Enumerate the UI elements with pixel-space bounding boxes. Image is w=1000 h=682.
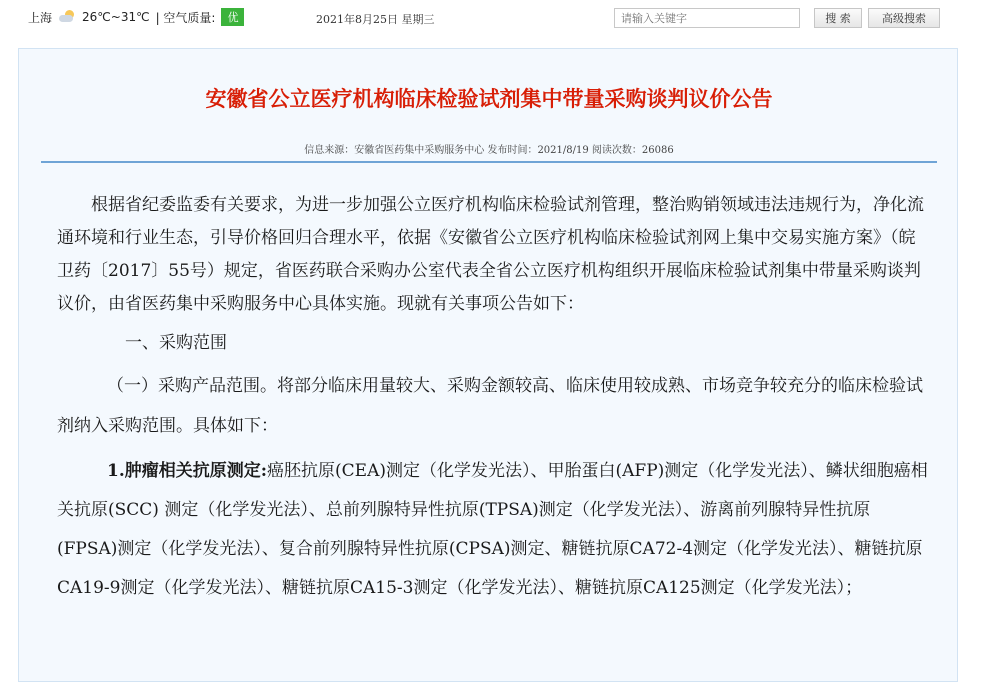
paragraph-lead: 1.肿瘤相关抗原测定: (107, 461, 268, 481)
paragraph-intro: 根据省纪委监委有关要求，为进一步加强公立医疗机构临床检验试剂管理，整治购销领域违法违规行为，净化流通环境和行业生态，引导价格回归合理水平，依据《安徽省公立医疗机构临床检验试剂网上集中交易实施方案》（皖卫药〔2017〕55号）规定，省医药联合采购办公室代表全省公立医疗机构组织开展临床检验试剂集中带量采购谈判议价，由省医药集中采购服务中心具体实施。现就有关事项公告如下： (57, 195, 924, 314)
partly-cloudy-icon (58, 10, 76, 24)
current-date: 2021年8月25日 星期三 (316, 13, 435, 26)
temperature-range: 26℃~31℃ (82, 10, 150, 24)
advanced-search-button[interactable]: 高级搜索 (868, 8, 940, 28)
section-heading-scope: 一、采购范围 (125, 333, 227, 353)
article-body (57, 189, 929, 608)
article-panel (18, 48, 958, 682)
air-quality-label: | 空气质量: (155, 10, 216, 25)
article-title: 安徽省公立医疗机构临床检验试剂集中带量采购谈判议价公告 (205, 86, 773, 111)
paragraph-tumor-antigens (57, 452, 929, 608)
paragraph-body: 癌胚抗原(CEA)测定（化学发光法）、甲胎蛋白(AFP)测定（化学发光法）、鳞状细胞癌相关抗原(SCC) 测定（化学发光法）、总前列腺特异性抗原(TPSA)测定（化学发光法）、游离前列腺特异性抗原(FPSA)测定（化学发光法）、复合前列腺特异性抗原(CPSA)测定、糖链抗原CA72-4测定（化学发光法）、糖链抗原CA19-9测定（化学发光法）、糖链抗原CA15-3测定（化学发光法）、糖链抗原CA125测定（化学发光法）； (57, 461, 928, 598)
weather-widget (28, 8, 244, 26)
top-bar (0, 0, 1000, 36)
city-label: 上海 (28, 10, 53, 25)
article-meta: 信息来源：安徽省医药集中采购服务中心 发布时间：2021/8/19 阅读次数：26086 (304, 145, 674, 156)
title-divider (41, 161, 937, 163)
search-input[interactable] (614, 8, 800, 28)
search-button[interactable]: 搜 索 (814, 8, 862, 28)
air-quality-badge: 优 (221, 8, 244, 26)
paragraph-product-scope: （一）采购产品范围。将部分临床用量较大、采购金额较高、临床使用较成熟、市场竞争较充分的临床检验试剂纳入采购范围。具体如下： (57, 376, 923, 436)
